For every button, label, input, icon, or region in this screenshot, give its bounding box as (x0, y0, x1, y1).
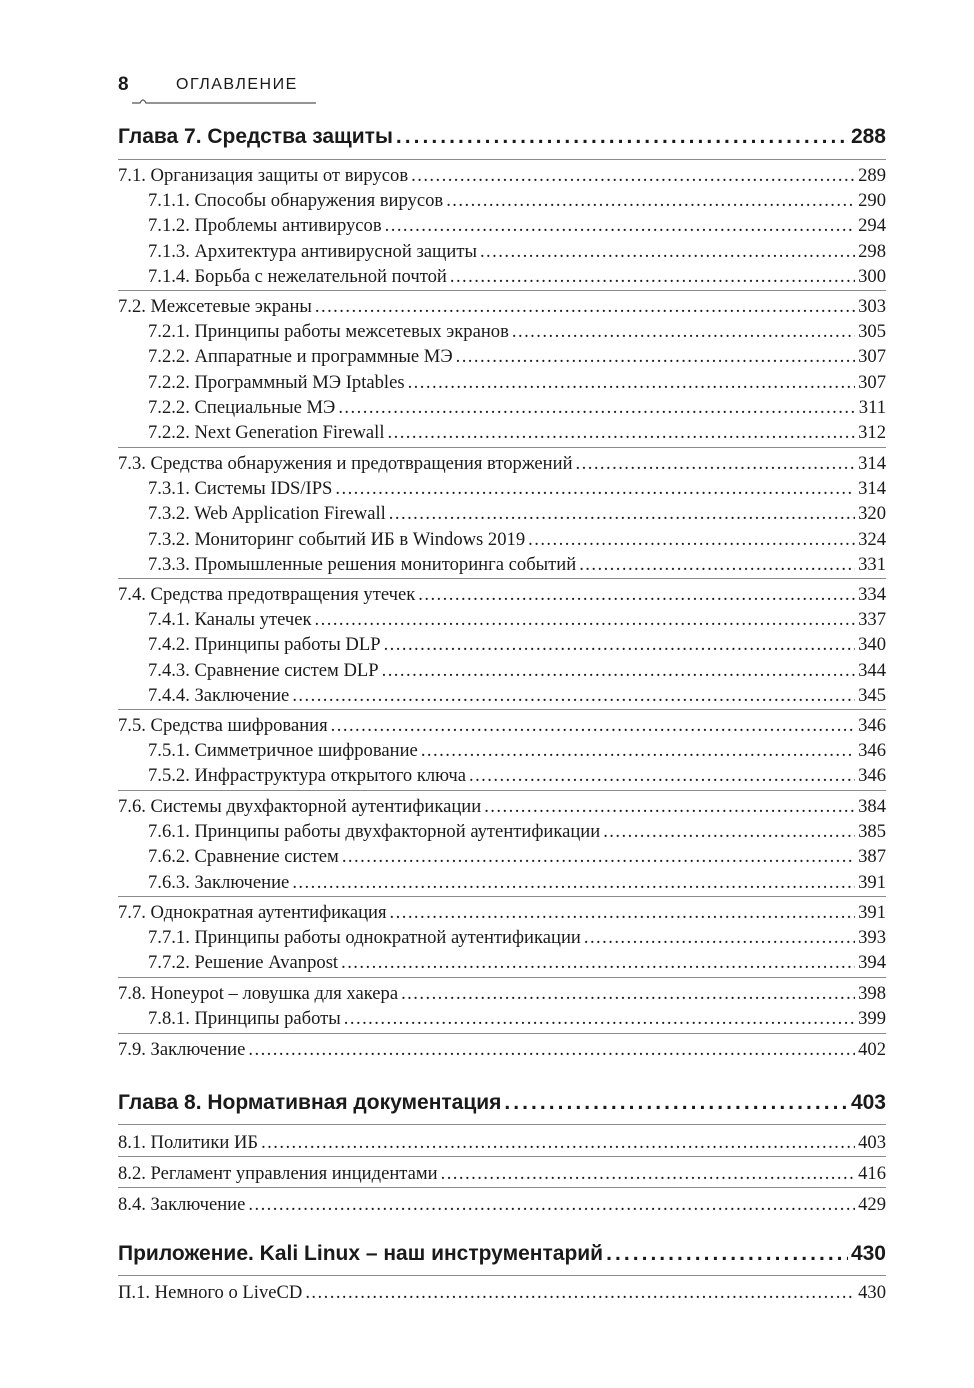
divider (118, 896, 886, 897)
entry-page-number: 340 (858, 634, 886, 656)
entry-page-number: 346 (858, 715, 886, 736)
leader-dots (342, 844, 855, 869)
entry-page-number: 312 (858, 421, 886, 443)
entry-title: 7.2. Межсетевые экраны (118, 296, 312, 317)
leader-dots (441, 1159, 856, 1190)
toc-subsection[interactable] (118, 738, 886, 763)
toc-subsection[interactable] (118, 370, 886, 395)
divider (118, 1275, 886, 1276)
entry-title: 7.2.2. Программный МЭ Iptables (148, 371, 405, 393)
entry-title: 7.1.4. Борьба с нежелательной почтой (148, 265, 447, 287)
toc-subsection[interactable] (118, 395, 886, 420)
section-group-7-1 (118, 163, 886, 289)
entry-title: 8.4. Заключение (118, 1194, 246, 1215)
entry-title: 7.2.1. Принципы работы межсетевых экранов (148, 321, 509, 343)
entry-title: 7.3.2. Мониторинг событий ИБ в Windows 2019 (148, 528, 526, 550)
entry-page-number: 303 (858, 296, 886, 317)
entry-title: 7.7.2. Решение Avanpost (148, 952, 339, 974)
toc-subsection[interactable] (118, 632, 886, 657)
toc-section-7-9[interactable] (118, 1037, 886, 1062)
leader-dots (341, 950, 855, 975)
entry-page-number: 429 (858, 1194, 886, 1215)
divider (118, 447, 886, 448)
toc-subsection[interactable] (118, 844, 886, 869)
leader-dots (484, 794, 855, 819)
entry-page-number: 393 (858, 927, 886, 949)
leader-dots (248, 1037, 855, 1062)
toc-section-8-2[interactable] (118, 1159, 886, 1190)
entry-title: 7.1.2. Проблемы антивирусов (148, 215, 382, 237)
toc-chapter-8[interactable] (118, 1083, 886, 1123)
entry-title: 7.7.1. Принципы работы однократной аутентификации (148, 927, 581, 949)
entry-page-number: 331 (858, 553, 886, 575)
entry-page-number: 402 (858, 1039, 886, 1060)
divider (118, 1187, 886, 1188)
entry-page-number: 394 (858, 952, 886, 974)
toc-subsection[interactable] (118, 420, 886, 445)
divider (118, 1156, 886, 1157)
entry-page-number: 430 (858, 1282, 886, 1303)
section-group-7-3 (118, 451, 886, 577)
leader-dots (603, 819, 855, 844)
toc-section-7-4[interactable] (118, 582, 886, 607)
toc-subsection[interactable] (118, 763, 886, 788)
leader-dots (390, 900, 856, 925)
toc-subsection[interactable] (118, 870, 886, 895)
leader-dots (408, 370, 856, 395)
toc-subsection[interactable] (118, 658, 886, 683)
leader-dots (418, 582, 855, 607)
leader-dots (338, 395, 855, 420)
entry-title: 7.4.2. Принципы работы DLP (148, 634, 381, 656)
leader-dots (456, 344, 856, 369)
leader-dots (469, 763, 855, 788)
leader-dots (504, 1083, 848, 1123)
entry-title: Приложение. Kali Linux – наш инструментарий (118, 1242, 604, 1265)
entry-page-number: 346 (858, 765, 886, 787)
toc-section-8-4[interactable] (118, 1190, 886, 1221)
running-head (118, 72, 308, 102)
leader-dots (385, 213, 855, 238)
entry-page-number: 324 (858, 528, 886, 550)
appendix-block (118, 1234, 886, 1274)
entry-title: 7.4.3. Сравнение систем DLP (148, 659, 379, 681)
divider (118, 159, 886, 160)
toc-chapter-7[interactable] (118, 117, 886, 157)
toc-subsection[interactable] (118, 527, 886, 552)
entry-page-number: 289 (858, 165, 886, 186)
leader-dots (446, 188, 855, 213)
toc-subsection[interactable] (118, 607, 886, 632)
chapter-8-sections (118, 1128, 886, 1159)
entry-page-number: 320 (858, 503, 886, 525)
entry-title: 7.9. Заключение (118, 1039, 246, 1060)
entry-page-number: 385 (858, 821, 886, 843)
entry-title: 7.6.3. Заключение (148, 871, 290, 893)
entry-page-number: 334 (858, 584, 886, 605)
entry-page-number: 416 (858, 1163, 886, 1184)
leader-dots (305, 1278, 855, 1308)
entry-page-number: 345 (858, 684, 886, 706)
leader-dots (576, 451, 856, 476)
entry-page-number: 305 (858, 321, 886, 343)
divider (118, 1124, 886, 1125)
leader-dots (606, 1234, 848, 1274)
section-group-7-4 (118, 582, 886, 708)
entry-title: 7.5.1. Симметричное шифрование (148, 740, 418, 762)
toc-section-7-8[interactable] (118, 981, 886, 1006)
divider (118, 790, 886, 791)
entry-page-number: 311 (858, 396, 886, 418)
entry-title: 7.1.1. Способы обнаружения вирусов (148, 190, 444, 212)
entry-title: 7.6.1. Принципы работы двухфакторной аутентификации (148, 821, 601, 843)
section-group-7-9 (118, 1037, 886, 1062)
entry-title: 7.6.2. Сравнение систем (148, 846, 339, 868)
entry-title: 7.4. Средства предотвращения утечек (118, 584, 416, 605)
chapter-8-block (118, 1083, 886, 1123)
leader-dots (261, 1128, 855, 1159)
divider (118, 1033, 886, 1034)
leader-dots (411, 163, 855, 188)
entry-title: 7.5. Средства шифрования (118, 715, 328, 736)
toc-subsection[interactable] (118, 819, 886, 844)
divider (118, 977, 886, 978)
leader-dots (512, 319, 855, 344)
divider (118, 290, 886, 291)
leader-dots (384, 632, 856, 657)
toc-section-7-7[interactable] (118, 900, 886, 925)
leader-dots (315, 294, 855, 319)
running-head-rule (132, 96, 316, 104)
entry-page-number: 398 (858, 983, 886, 1004)
entry-title: 7.8. Honeypot – ловушка для хакера (118, 983, 399, 1004)
section-group-7-7 (118, 900, 886, 976)
toc-subsection[interactable] (118, 925, 886, 950)
chapter-8-sections (118, 1159, 886, 1190)
toc-appendix[interactable] (118, 1234, 886, 1274)
entry-page-number: 307 (858, 371, 886, 393)
entry-page-number: 307 (858, 346, 886, 368)
toc-section-7-5[interactable] (118, 713, 886, 738)
toc-section-7-6[interactable] (118, 794, 886, 819)
toc-subsection[interactable] (118, 552, 886, 577)
entry-page-number: 346 (858, 740, 886, 762)
entry-page-number: 314 (858, 453, 886, 474)
leader-dots (344, 1006, 855, 1031)
toc-subsection[interactable] (118, 476, 886, 501)
toc-section-7-3[interactable] (118, 451, 886, 476)
toc-section-p-1[interactable] (118, 1278, 886, 1308)
toc-subsection[interactable] (118, 264, 886, 289)
entry-title: 7.5.2. Инфраструктура открытого ключа (148, 765, 466, 787)
entry-page-number: 387 (858, 846, 886, 868)
entry-title: Глава 8. Нормативная документация (118, 1091, 502, 1114)
chapter-7-block (118, 117, 886, 157)
leader-dots (450, 264, 855, 289)
leader-dots (579, 552, 855, 577)
toc-subsection[interactable] (118, 950, 886, 975)
leader-dots (421, 738, 855, 763)
divider (118, 578, 886, 579)
entry-page-number: 288 (850, 125, 886, 148)
entry-title: 7.2.2. Next Generation Firewall (148, 421, 385, 443)
entry-page-number: 403 (850, 1091, 886, 1114)
running-head-title: ОГЛАВЛЕНИЕ (176, 76, 298, 93)
entry-title: 7.3. Средства обнаружения и предотвращения вторжений (118, 453, 573, 474)
entry-title: Глава 7. Средства защиты (118, 125, 393, 148)
entry-title: 7.1. Организация защиты от вирусов (118, 165, 409, 186)
toc-subsection[interactable] (118, 188, 886, 213)
entry-title: 8.2. Регламент управления инцидентами (118, 1163, 438, 1184)
entry-title: 7.8.1. Принципы работы (148, 1008, 341, 1030)
leader-dots (382, 658, 856, 683)
entry-title: 7.6. Системы двухфакторной аутентификации (118, 796, 482, 817)
leader-dots (331, 713, 855, 738)
entry-page-number: 314 (858, 478, 886, 500)
appendix-sections (118, 1278, 886, 1308)
toc-subsection[interactable] (118, 239, 886, 264)
toc-subsection[interactable] (118, 344, 886, 369)
entry-page-number: 298 (858, 240, 886, 262)
entry-title: 7.7. Однократная аутентификация (118, 902, 387, 923)
toc-subsection[interactable] (118, 1006, 886, 1031)
leader-dots (528, 527, 855, 552)
leader-dots (335, 476, 855, 501)
section-group-7-5 (118, 713, 886, 789)
leader-dots (292, 870, 855, 895)
leader-dots (389, 501, 855, 526)
entry-page-number: 430 (850, 1242, 886, 1265)
toc-subsection[interactable] (118, 683, 886, 708)
entry-page-number: 384 (858, 796, 886, 817)
leader-dots (396, 117, 848, 157)
leader-dots (388, 420, 856, 445)
page-number: 8 (118, 74, 129, 95)
entry-page-number: 399 (858, 1008, 886, 1030)
entry-page-number: 337 (858, 609, 886, 631)
entry-page-number: 300 (858, 265, 886, 287)
leader-dots (401, 981, 855, 1006)
entry-title: 7.3.1. Системы IDS/IPS (148, 478, 333, 500)
toc-section-7-2[interactable] (118, 294, 886, 319)
entry-page-number: 290 (858, 190, 886, 212)
section-group-7-6 (118, 794, 886, 895)
entry-page-number: 391 (858, 871, 886, 893)
entry-page-number: 391 (858, 902, 886, 923)
leader-dots (248, 1190, 855, 1221)
toc-section-7-1[interactable] (118, 163, 886, 188)
leader-dots (584, 925, 855, 950)
toc-subsection[interactable] (118, 319, 886, 344)
leader-dots (480, 239, 855, 264)
entry-title: 7.2.2. Специальные МЭ (148, 396, 336, 418)
entry-title: 7.3.3. Промышленные решения мониторинга событий (148, 553, 577, 575)
section-group-7-8 (118, 981, 886, 1031)
entry-title: 7.2.2. Аппаратные и программные МЭ (148, 346, 453, 368)
entry-page-number: 344 (858, 659, 886, 681)
toc-subsection[interactable] (118, 501, 886, 526)
leader-dots (315, 607, 856, 632)
toc-subsection[interactable] (118, 213, 886, 238)
entry-title: 7.4.4. Заключение (148, 684, 290, 706)
divider (118, 709, 886, 710)
entry-title: 7.4.1. Каналы утечек (148, 609, 312, 631)
chapter-8-sections (118, 1190, 886, 1221)
entry-title: 7.3.2. Web Application Firewall (148, 503, 386, 525)
entry-title: 7.1.3. Архитектура антивирусной защиты (148, 240, 477, 262)
section-group-7-2 (118, 294, 886, 445)
entry-page-number: 403 (858, 1132, 886, 1153)
toc-section-8-1[interactable] (118, 1128, 886, 1159)
entry-title: П.1. Немного о LiveCD (118, 1282, 303, 1303)
leader-dots (292, 683, 855, 708)
entry-title: 8.1. Политики ИБ (118, 1132, 259, 1153)
entry-page-number: 294 (858, 215, 886, 237)
